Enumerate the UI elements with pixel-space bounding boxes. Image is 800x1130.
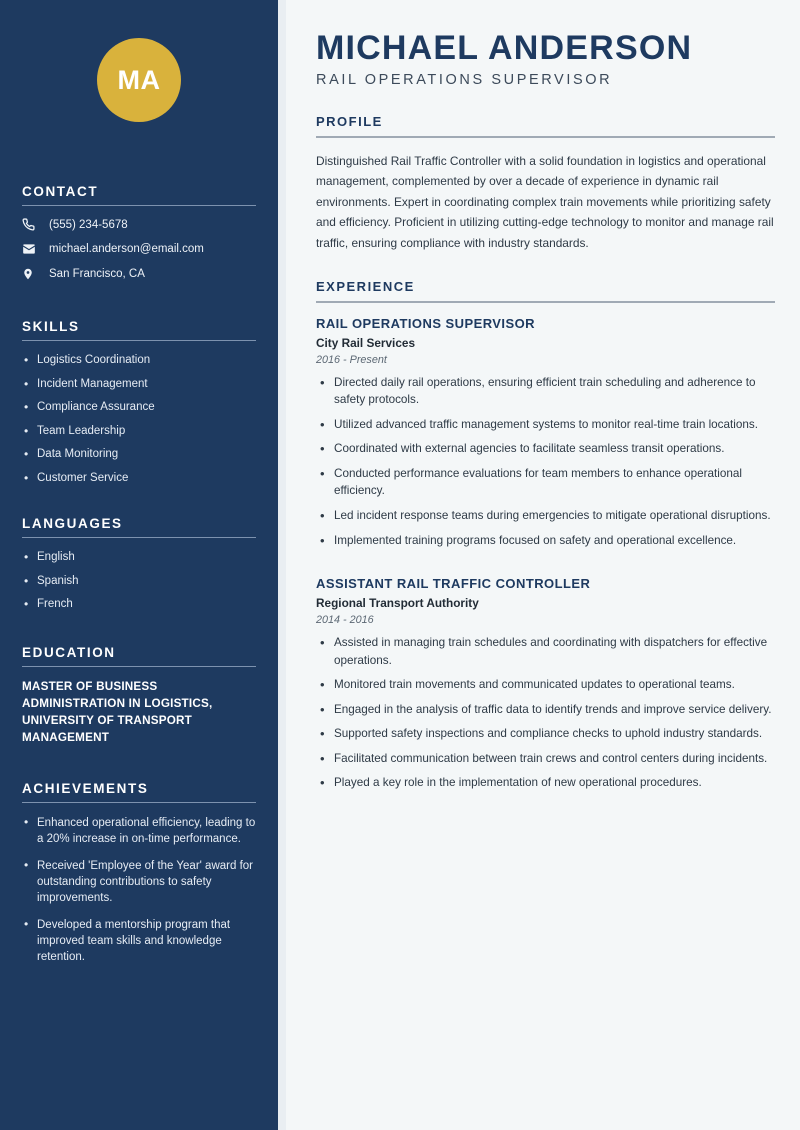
profile-section (316, 114, 775, 253)
contact-section (0, 184, 278, 281)
experience-section (316, 279, 775, 792)
list-item: • Engaged in the analysis of traffic data to identify trends and improve service delivery. (316, 701, 775, 719)
achievements-divider (22, 802, 256, 803)
experience-heading: EXPERIENCE (316, 279, 415, 295)
list-item: • Team Leadership (22, 424, 256, 440)
education-degree: MASTER OF BUSINESS ADMINISTRATION IN LOGISTICS, UNIVERSITY OF TRANSPORT MANAGEMENT (22, 679, 213, 744)
main-content (286, 0, 800, 1130)
list-item: • Incident Management (22, 377, 256, 393)
experience-bullets (316, 634, 775, 792)
languages-heading: LANGUAGES (22, 516, 123, 532)
experience-divider (316, 301, 775, 303)
list-item: • Received 'Employee of the Year' award for outstanding contributions to safety improvements. (22, 858, 256, 906)
avatar: MA (97, 38, 181, 122)
education-section (0, 645, 278, 747)
list-item: • Coordinated with external agencies to facilitate seamless transit operations. (316, 440, 775, 458)
achievements-section (0, 781, 278, 966)
contact-item-location[interactable] (22, 267, 256, 281)
phone-icon (22, 218, 42, 231)
profile-heading: PROFILE (316, 114, 383, 130)
list-item: • Conducted performance evaluations for team members to enhance operational efficiency. (316, 465, 775, 500)
avatar-container (0, 0, 278, 132)
experience-role: ASSISTANT RAIL TRAFFIC CONTROLLER (316, 576, 591, 592)
profile-text: Distinguished Rail Traffic Controller with a solid foundation in logistics and operational management, complemented by over a decade of experience in dynamic rail environments. Expert in coordinating complex train movements while prioritizing safety and efficiency. Proficient in utilizing cutting-edge technology to monitor and manage rail traffic, ensuring compliance with industry standards. (316, 153, 774, 250)
list-item: • Customer Service (22, 471, 256, 487)
location-pin-icon (22, 267, 42, 281)
experience-dates: 2016 - Present (316, 353, 387, 366)
list-item: • Monitored train movements and communicated updates to operational teams. (316, 676, 775, 694)
profile-divider (316, 136, 775, 138)
sidebar (0, 0, 278, 1130)
experience-company: City Rail Services (316, 335, 416, 350)
contact-divider (22, 205, 256, 206)
experience-dates: 2014 - 2016 (316, 614, 374, 627)
list-item: • French (22, 597, 256, 613)
languages-divider (22, 537, 256, 538)
list-item: • Supported safety inspections and compliance checks to uphold industry standards. (316, 725, 775, 743)
list-item: • Implemented training programs focused on safety and operational excellence. (316, 532, 775, 550)
experience-role: RAIL OPERATIONS SUPERVISOR (316, 315, 536, 331)
list-item: • Spanish (22, 574, 256, 590)
email-icon (22, 242, 42, 256)
list-item: • English (22, 550, 256, 566)
skills-section (0, 319, 278, 486)
list-item: • Data Monitoring (22, 447, 256, 463)
contact-heading: CONTACT (22, 184, 99, 199)
list-item: • Developed a mentorship program that improved team skills and knowledge retention. (22, 917, 256, 965)
list-item: • Utilized advanced traffic management systems to monitor real-time train locations. (316, 416, 775, 434)
experience-company: Regional Transport Authority (316, 596, 479, 611)
contact-email-value: michael.anderson@email.com (49, 243, 204, 255)
achievements-heading: ACHIEVEMENTS (22, 780, 149, 796)
list-item: • Played a key role in the implementation of new operational procedures. (316, 774, 775, 792)
list-item: • Led incident response teams during emergencies to mitigate operational disruptions. (316, 507, 775, 525)
skills-heading: SKILLS (22, 319, 80, 334)
experience-bullets (316, 374, 775, 549)
job-title: RAIL OPERATIONS SUPERVISOR (316, 72, 613, 89)
achievements-list (22, 815, 256, 966)
list-item: • Enhanced operational efficiency, leading to a 20% increase in on-time performance. (22, 815, 256, 847)
languages-list (22, 550, 256, 613)
column-divider (278, 0, 286, 1130)
list-item: • Assisted in managing train schedules and coordinating with dispatchers for effective operations. (316, 634, 775, 669)
contact-phone-value: (555) 234-5678 (49, 218, 128, 231)
experience-spacer (316, 569, 775, 576)
list-item: • Facilitated communication between train crews and control centers during incidents. (316, 750, 775, 768)
contact-location-value: San Francisco, CA (49, 268, 145, 280)
contact-item-phone[interactable] (22, 218, 256, 231)
education-divider (22, 666, 256, 667)
page-title: MICHAEL ANDERSON (316, 29, 693, 67)
languages-section (0, 516, 278, 613)
list-item: • Logistics Coordination (22, 353, 256, 369)
list-item: • Directed daily rail operations, ensuring efficient train scheduling and adherence to safety protocols. (316, 374, 775, 409)
education-heading: EDUCATION (22, 644, 116, 660)
contact-list (22, 218, 256, 281)
skills-list (22, 353, 256, 486)
list-item: • Compliance Assurance (22, 400, 256, 416)
experience-entry (316, 576, 775, 792)
experience-entry (316, 316, 775, 549)
contact-item-email[interactable] (22, 242, 256, 256)
skills-divider (22, 340, 256, 341)
